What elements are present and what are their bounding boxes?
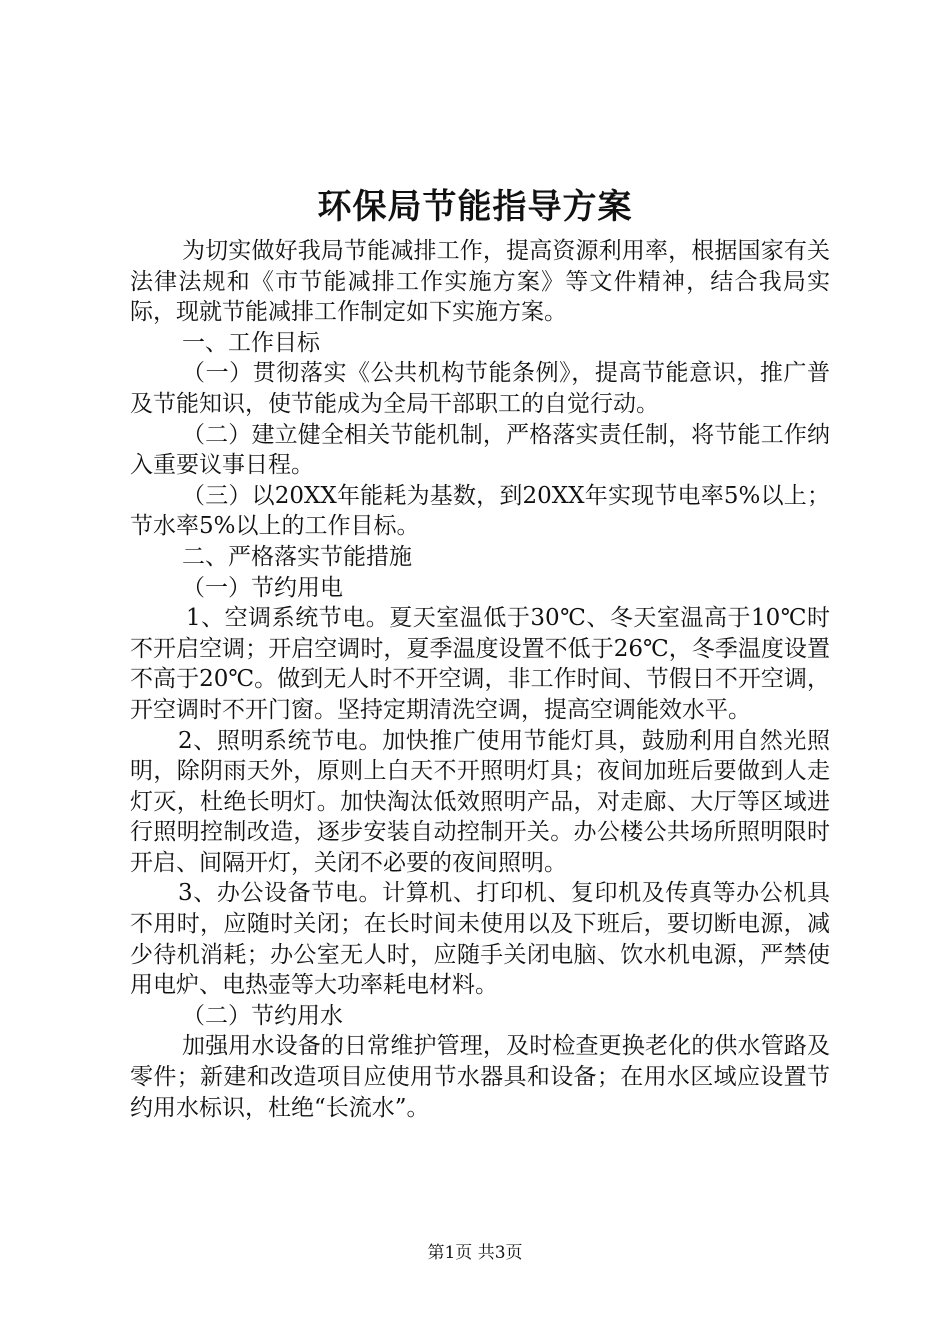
paragraph-goal-1: （一）贯彻落实《公共机构节能条例》，提高节能意识，推广普及节能知识，使节能成为全局干部职工的自觉行动。 bbox=[130, 360, 830, 417]
document-body bbox=[130, 236, 830, 1123]
paragraph-office-equipment: 3、办公设备节电。计算机、打印机、复印机及传真等办公机具不用时，应随时关闭；在长时间未使用以及下班后，要切断电源，减少待机消耗；办公室无人时，应随手关闭电脑、饮水机电源，严禁使用电炉、电热壶等大功率耗电材料。 bbox=[130, 880, 830, 999]
heading-measures: 二、严格落实节能措施 bbox=[182, 543, 412, 570]
paragraph-lighting: 2、照明系统节电。加快推广使用节能灯具，鼓励利用自然光照明，除阴雨天外，原则上白天不开照明灯具；夜间加班后要做到人走灯灭，杜绝长明灯。加快淘汰低效照明产品，对走廊、大厅等区域进行照明控制改造，逐步安装自动控制开关。办公楼公共场所照明限时开启、间隔开灯，关闭不必要的夜间照明。 bbox=[130, 727, 830, 876]
document-title: 环保局节能指导方案 bbox=[317, 187, 633, 227]
paragraph-goal-2: （二）建立健全相关节能机制，严格落实责任制，将节能工作纳入重要议事日程。 bbox=[130, 421, 830, 479]
page-number: 第1页 共3页 bbox=[427, 1243, 523, 1263]
heading-work-goals: 一、工作目标 bbox=[182, 329, 320, 356]
subheading-save-electricity: （一）节约用电 bbox=[182, 574, 343, 601]
subheading-save-water: （二）节约用水 bbox=[182, 1002, 343, 1029]
paragraph-intro: 为切实做好我局节能减排工作，提高资源利用率，根据国家有关法律法规和《市节能减排工作实施方案》等文件精神，结合我局实际，现就节能减排工作制定如下实施方案。 bbox=[130, 238, 830, 326]
paragraph-goal-3: （三）以20XX年能耗为基数，到20XX年实现节电率5%以上；节水率5%以上的工作目标。 bbox=[130, 482, 830, 540]
paragraph-air-conditioning: 1、空调系统节电。夏天室温低于30℃、冬天室温高于10℃时不开启空调；开启空调时，夏季温度设置不低于26℃，冬季温度设置不高于20℃。做到无人时不开空调，非工作时间、节假日不开空调，开空调时不开门窗。坚持定期清洗空调，提高空调能效水平。 bbox=[130, 605, 830, 723]
paragraph-water: 加强用水设备的日常维护管理，及时检查更换老化的供水管路及零件；新建和改造项目应使用节水器具和设备；在用水区域应设置节约用水标识，杜绝“长流水”。 bbox=[130, 1033, 830, 1121]
